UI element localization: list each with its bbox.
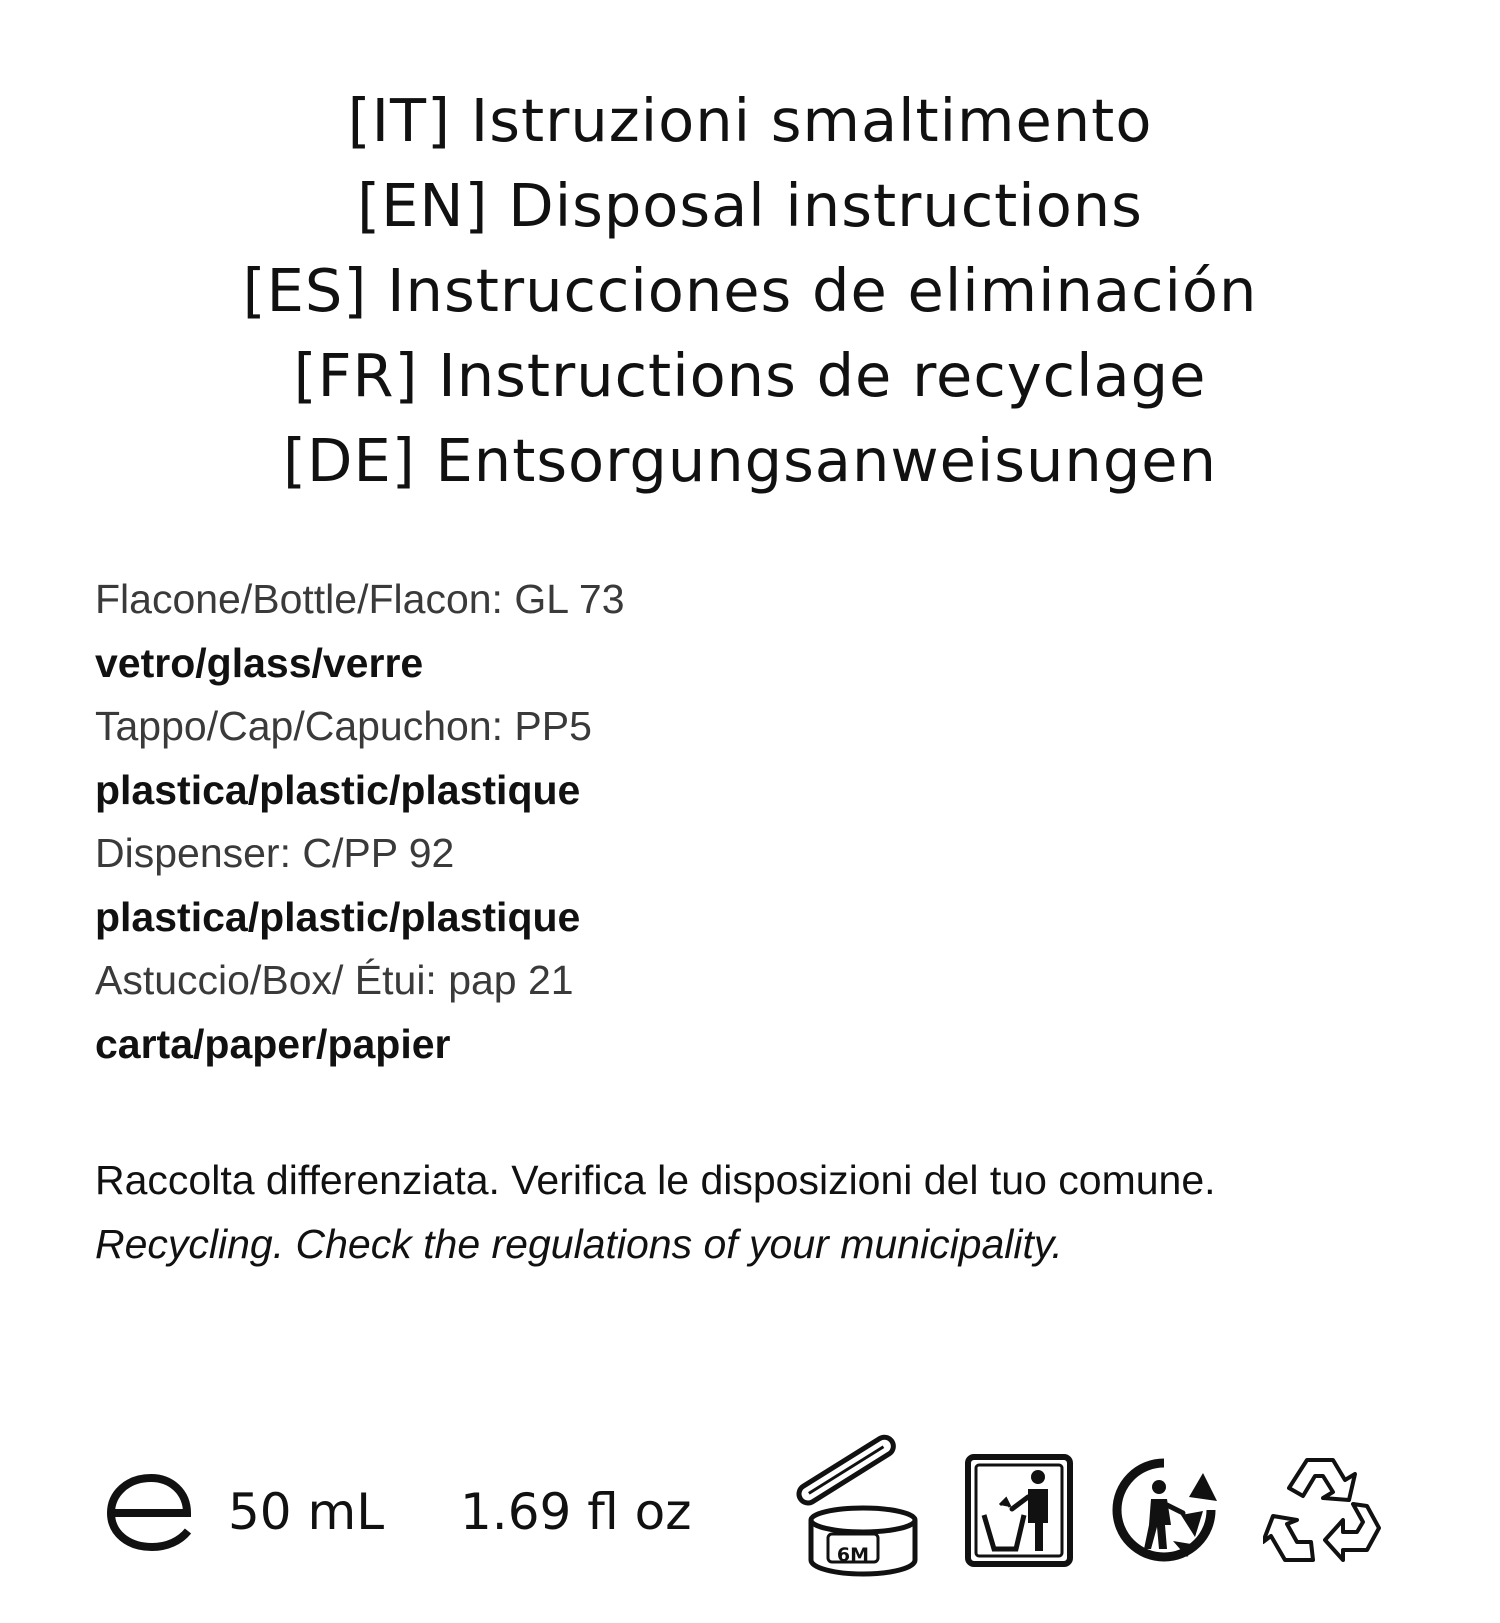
recycle-arrows-icon <box>1263 1448 1388 1573</box>
title-en: [EN] Disposal instructions <box>357 171 1143 240</box>
dispenser-material: plastica/plastic/plastique <box>95 893 581 940</box>
disposal-titles <box>0 78 1500 503</box>
cap-material: plastica/plastic/plastique <box>95 766 581 813</box>
bin-person-icon <box>964 1453 1074 1568</box>
bottle-code: Flacone/Bottle/Flacon: GL 73 <box>95 576 625 622</box>
title-it: [IT] Istruzioni smaltimento <box>347 86 1153 155</box>
title-de: [DE] Entsorgungsanweisungen <box>283 426 1217 495</box>
notice-it: Raccolta differenziata. Verifica le disposizioni del tuo comune. <box>95 1157 1216 1203</box>
title-es: [ES] Instrucciones de eliminación <box>242 256 1258 325</box>
volume-ml: 50 mL <box>228 1483 385 1541</box>
title-fr: [FR] Instructions de recyclage <box>293 341 1207 410</box>
materials-list <box>95 568 1395 1076</box>
dispenser-code: Dispenser: C/PP 92 <box>95 830 455 876</box>
footer-symbols <box>95 1420 1415 1590</box>
notice-en: Recycling. Check the regulations of your municipality. <box>95 1221 1063 1267</box>
volume-floz: 1.69 fl oz <box>460 1483 692 1541</box>
box-material: carta/paper/papier <box>95 1020 451 1067</box>
estimated-sign-icon <box>103 1472 198 1552</box>
tidyman-recycle-icon <box>1107 1453 1222 1568</box>
cap-code: Tappo/Cap/Capuchon: PP5 <box>95 703 592 749</box>
box-code: Astuccio/Box/ Étui: pap 21 <box>95 957 574 1003</box>
pao-label: 6M <box>836 1544 870 1566</box>
recycling-notice <box>95 1148 1455 1276</box>
bottle-material: vetro/glass/verre <box>95 639 424 686</box>
